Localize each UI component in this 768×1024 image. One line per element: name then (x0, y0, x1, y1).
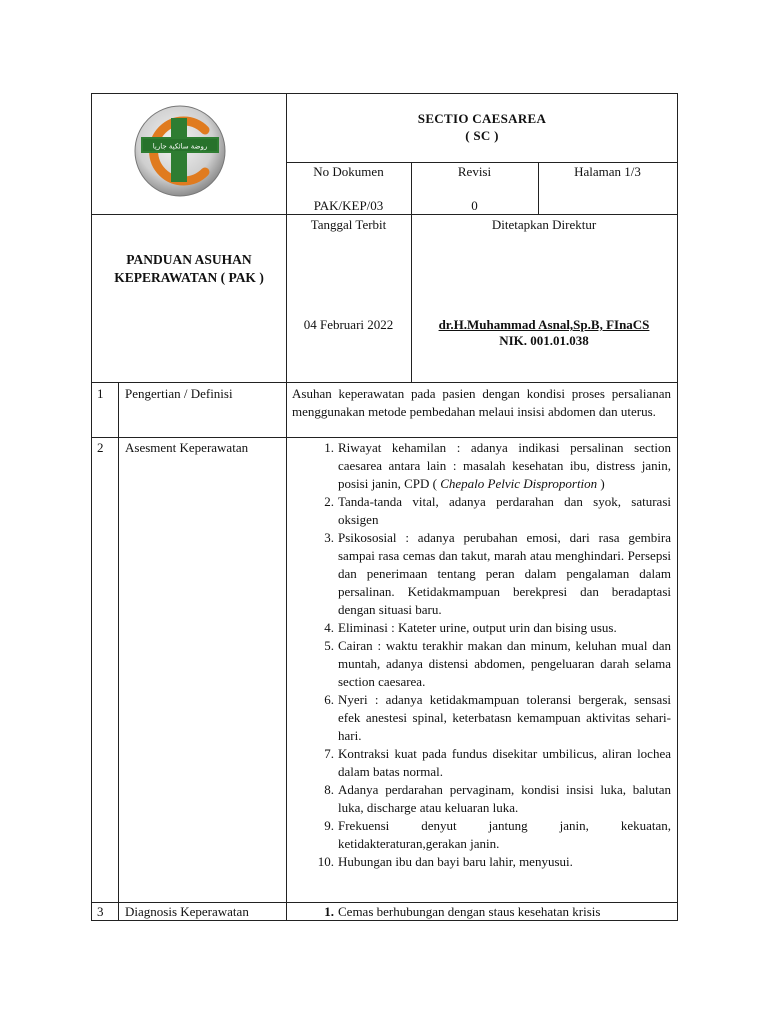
row-label-definition: Pengertian / Definisi (125, 386, 233, 401)
table-border-right (677, 93, 678, 921)
logo-emblem-icon (133, 104, 227, 198)
revision-value: 0 (471, 198, 478, 213)
definition-text: Asuhan keperawatan pada pasien dengan kondisi proses persalianan menggunakan metode pembedahan melaui insisi abdomen dan uterus. (292, 386, 671, 419)
row-label-diagnosis: Diagnosis Keperawatan (125, 904, 249, 919)
page-label: Halaman 1/3 (574, 164, 641, 179)
table-line (91, 382, 678, 383)
list-item: 8. Adanya perdarahan pervaginam, kondisi insisi luka, balutan luka, discharge atau keluaran luka. (324, 782, 671, 815)
list-item: 6. Nyeri : adanya ketidakmampuan toleransi bergerak, sensasi efek anestesi spinal, keterbatasn kemampuan aktivitas sehari-hari. (324, 692, 671, 743)
row-number: 1 (97, 386, 104, 401)
issue-date-label: Tanggal Terbit (310, 217, 387, 232)
director-name: dr.H.Muhammad Asnal,Sp.B, FInaCS (438, 317, 650, 332)
section-title: PANDUAN ASUHAN KEPERAWATAN ( PAK ) (114, 252, 264, 285)
table-line (91, 214, 678, 215)
document-title: SECTIO CAESAREA (417, 111, 547, 126)
row-number: 2 (97, 440, 104, 455)
list-item: 5. Cairan : waktu terakhir makan dan minum, keluhan mual dan muntah, adanya distensi abdomen, pengeluaran darah selama section caesarea. (324, 638, 671, 689)
table-border-top (91, 93, 678, 94)
list-item: 4. Eliminasi : Kateter urine, output urin dan bising usus. (324, 620, 617, 635)
director-nik: NIK. 001.01.038 (499, 333, 589, 348)
row-number: 3 (97, 904, 104, 919)
doc-number-value: PAK/KEP/03 (313, 198, 384, 213)
list-item: 1. Riwayat kehamilan : adanya indikasi persalinan section caesarea antara lain : masalah kesehatan ibu, distress janin, posisi janin, CPD ( Chepalo Pelvic Disproportion ) (324, 440, 671, 491)
diagnosis-list (308, 903, 671, 920)
revision-label: Revisi (457, 164, 492, 179)
issue-date-value: 04 Februari 2022 (303, 317, 394, 332)
table-line (118, 382, 119, 921)
document-subtitle: ( SC ) (465, 128, 499, 143)
list-item: 3. Psikososial : adanya perubahan emosi, dari rasa gembira sampai rasa cemas dan takut, marah atau menghindari. Persepsi dan penerimaan tentang peran dalam pengalaman dalam persalinan. Ketidakmampuan berekpresi dan beradaptasi dengan situasi baru. (324, 530, 671, 617)
approved-by-label: Ditetapkan Direktur (491, 217, 597, 232)
list-item: 1. Cemas berhubungan dengan staus kesehatan krisis (324, 904, 601, 919)
table-line (411, 214, 412, 383)
row-label-assessment: Asesment Keperawatan (125, 440, 249, 455)
list-item: 2. Tanda-tanda vital, adanya perdarahan dan syok, saturasi oksigen (324, 494, 671, 527)
hospital-logo (133, 104, 227, 198)
table-border-left (91, 93, 92, 921)
doc-number-label: No Dokumen (313, 164, 384, 179)
list-item: 10. Hubungan ibu dan bayi baru lahir, menyusui. (317, 854, 573, 869)
list-item: 7. Kontraksi kuat pada fundus disekitar umbilicus, aliran lochea dalam batas normal. (324, 746, 671, 779)
table-line (286, 162, 678, 163)
logo-text: روضة سائكية جاريا (152, 142, 208, 151)
table-line (286, 382, 287, 921)
table-line (91, 437, 678, 438)
table-border-bottom (91, 920, 678, 921)
assessment-list (308, 439, 671, 871)
list-item: 9. Frekuensi denyut jantung janin, kekuatan, ketidakteraturan,gerakan janin. (324, 818, 671, 851)
